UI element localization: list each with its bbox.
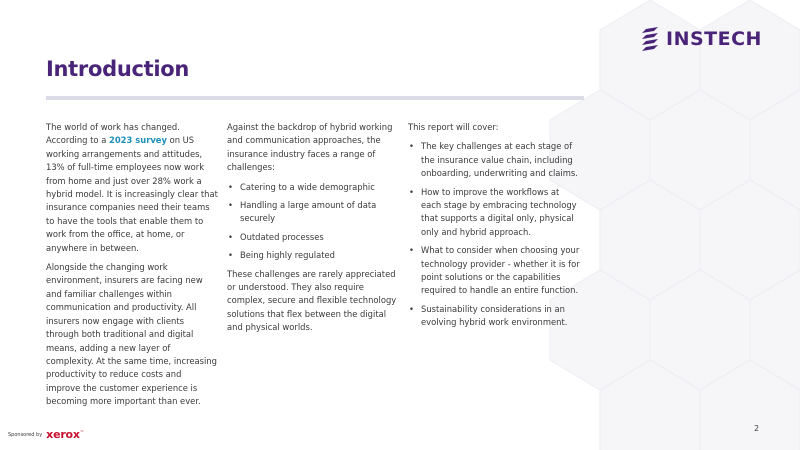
page-title: Introduction [46,57,190,81]
list-item: • Handling a large amount of data securely [227,199,399,226]
sponsor-brand-name: xerox [46,428,80,441]
title-divider [46,96,584,100]
list-item: • Being highly regulated [227,249,399,262]
list-item: • Outdated processes [227,231,399,244]
list-item: • The key challenges at each stage of the insurance value chain, including onboarding, underwriting and claims. [408,140,580,180]
list-item: • What to consider when choosing your technology provider - whether it is for point solutions or the capabilities required to handle an entire function. [408,244,580,298]
report-intro: This report will cover: [408,122,499,132]
page-number: 2 [754,424,760,433]
intro-text-a: The world of work has changed. According to a [46,122,180,146]
intro-paragraph-1 [46,121,218,255]
instech-stripes-icon [640,27,660,51]
challenges-outro: These challenges are rarely appreciated or understood. They also require complex, secure and flexible technology solutions that flex between the digital and physical worlds. [227,268,397,333]
sponsor-label: Sponsored by [8,431,43,438]
report-topics-list [408,140,580,329]
list-item: • Sustainability considerations in an evolving hybrid work environment. [408,303,580,330]
column-intro [46,121,218,415]
xerox-logo [46,428,83,441]
column-challenges [227,121,399,341]
logo-text: INSTECH [666,28,762,50]
survey-link[interactable]: 2023 survey [109,135,167,146]
challenges-list [227,181,399,263]
intro-text-b: on US working arrangements and attitudes, 13% of full-time employees now work from home and just over 28% work a hybrid model. It is increasingly clear that insurance companies need their teams to have the tools that enable them to work from the office, at home, or anywhere in between. [46,135,218,253]
list-item: • How to improve the workflows at each stage by embracing technology that supports a digital only, physical only and hybrid approach. [408,186,580,240]
challenges-intro: Against the backdrop of hybrid working and communication approaches, the insurance industry faces a range of challenges: [227,122,393,173]
trademark-symbol: ™ [79,429,84,435]
sponsor-credit [8,428,84,441]
column-report-cover [408,121,580,335]
intro-paragraph-2: Alongside the changing work environment, insurers are facing new and familiar challenges within communication and productivity. All insurers now engage with clients through both traditional and digital means, adding a new layer of complexity. At the same time, increasing productivity to reduce costs and improve the customer experience is becoming more important than ever. [46,262,217,407]
instech-logo [640,27,762,51]
list-item: • Catering to a wide demographic [227,181,399,194]
